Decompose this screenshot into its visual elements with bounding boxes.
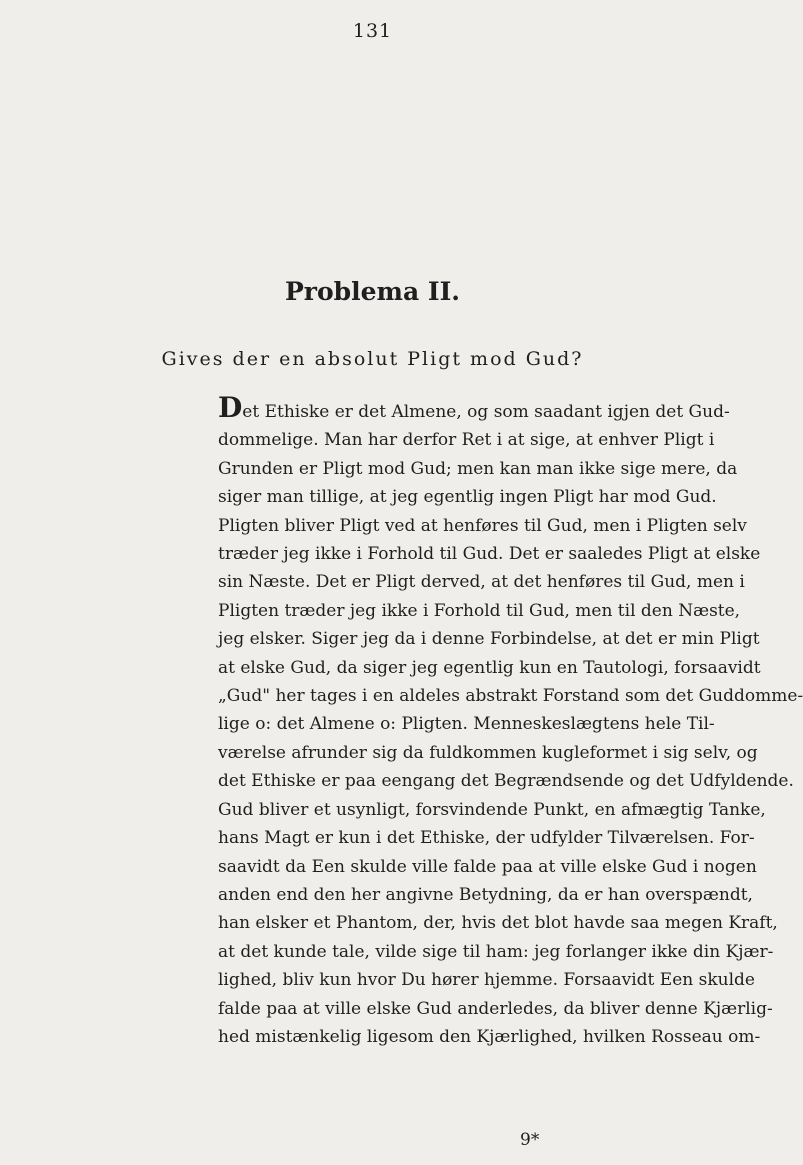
body-line: siger man tillige, at jeg egentlig ingen Pligt har mod Gud. [218,487,717,508]
body-line: Grunden er Pligt mod Gud; men kan man ikke sige mere, da [218,458,738,479]
first-line-text: et Ethiske er det Almene, og som saadant igjen det Gud- [242,402,730,422]
body-line: Gud bliver et usynligt, forsvindende Punkt, en afmægtig Tanke, [218,799,766,820]
drop-cap: D [218,391,243,424]
body-line: Pligten træder jeg ikke i Forhold til Gud, men til den Næste, [218,600,741,621]
body-line: anden end den her angivne Betydning, da er han overspændt, [218,884,753,905]
body-line: træder jeg ikke i Forhold til Gud. Det er saaledes Pligt at elske [218,544,761,565]
body-line: jeg elsker. Siger jeg da i denne Forbindelse, at det er min Pligt [218,629,760,650]
body-line-1 [218,391,730,426]
body-line: saavidt da Een skulde ville falde paa at ville elske Gud i nogen [218,856,757,877]
section-heading: Problema II. [285,277,460,306]
body-line: værelse afrunder sig da fuldkommen kugleformet i sig selv, og [218,742,758,763]
body-line: hans Magt er kun i det Ethiske, der udfylder Tilværelsen. For- [218,828,755,849]
body-line: dommelige. Man har derfor Ret i at sige, at enhver Pligt i [218,430,715,451]
body-line: lighed, bliv kun hvor Du hører hjemme. Forsaavidt Een skulde [218,970,755,991]
body-line: lige o: det Almene o: Pligten. Menneskeslægtens hele Til- [218,714,715,735]
page-number: 131 [352,20,393,42]
body-line: det Ethiske er paa eengang det Begrændsende og det Udfyldende. [218,771,794,792]
section-subheading: Gives der en absolut Pligt mod Gud? [161,348,584,370]
body-line: falde paa at ville elske Gud anderledes, da bliver denne Kjærlig- [218,998,773,1019]
body-line: sin Næste. Det er Pligt derved, at det henføres til Gud, men i [218,572,745,593]
body-line: hed mistænkelig ligesom den Kjærlighed, hvilken Rosseau om- [218,1026,761,1047]
body-line: „Gud" her tages i en aldeles abstrakt Forstand som det Guddomme- [218,686,803,707]
body-line: at det kunde tale, vilde sige til ham: jeg forlanger ikke din Kjær- [218,941,774,962]
signature-mark: 9* [520,1130,540,1150]
body-line: han elsker et Phantom, der, hvis det blot havde saa megen Kraft, [218,913,778,934]
body-line: Pligten bliver Pligt ved at henføres til Gud, men i Pligten selv [218,515,747,536]
body-line: at elske Gud, da siger jeg egentlig kun en Tautologi, forsaavidt [218,657,761,678]
body-text [218,391,803,1051]
